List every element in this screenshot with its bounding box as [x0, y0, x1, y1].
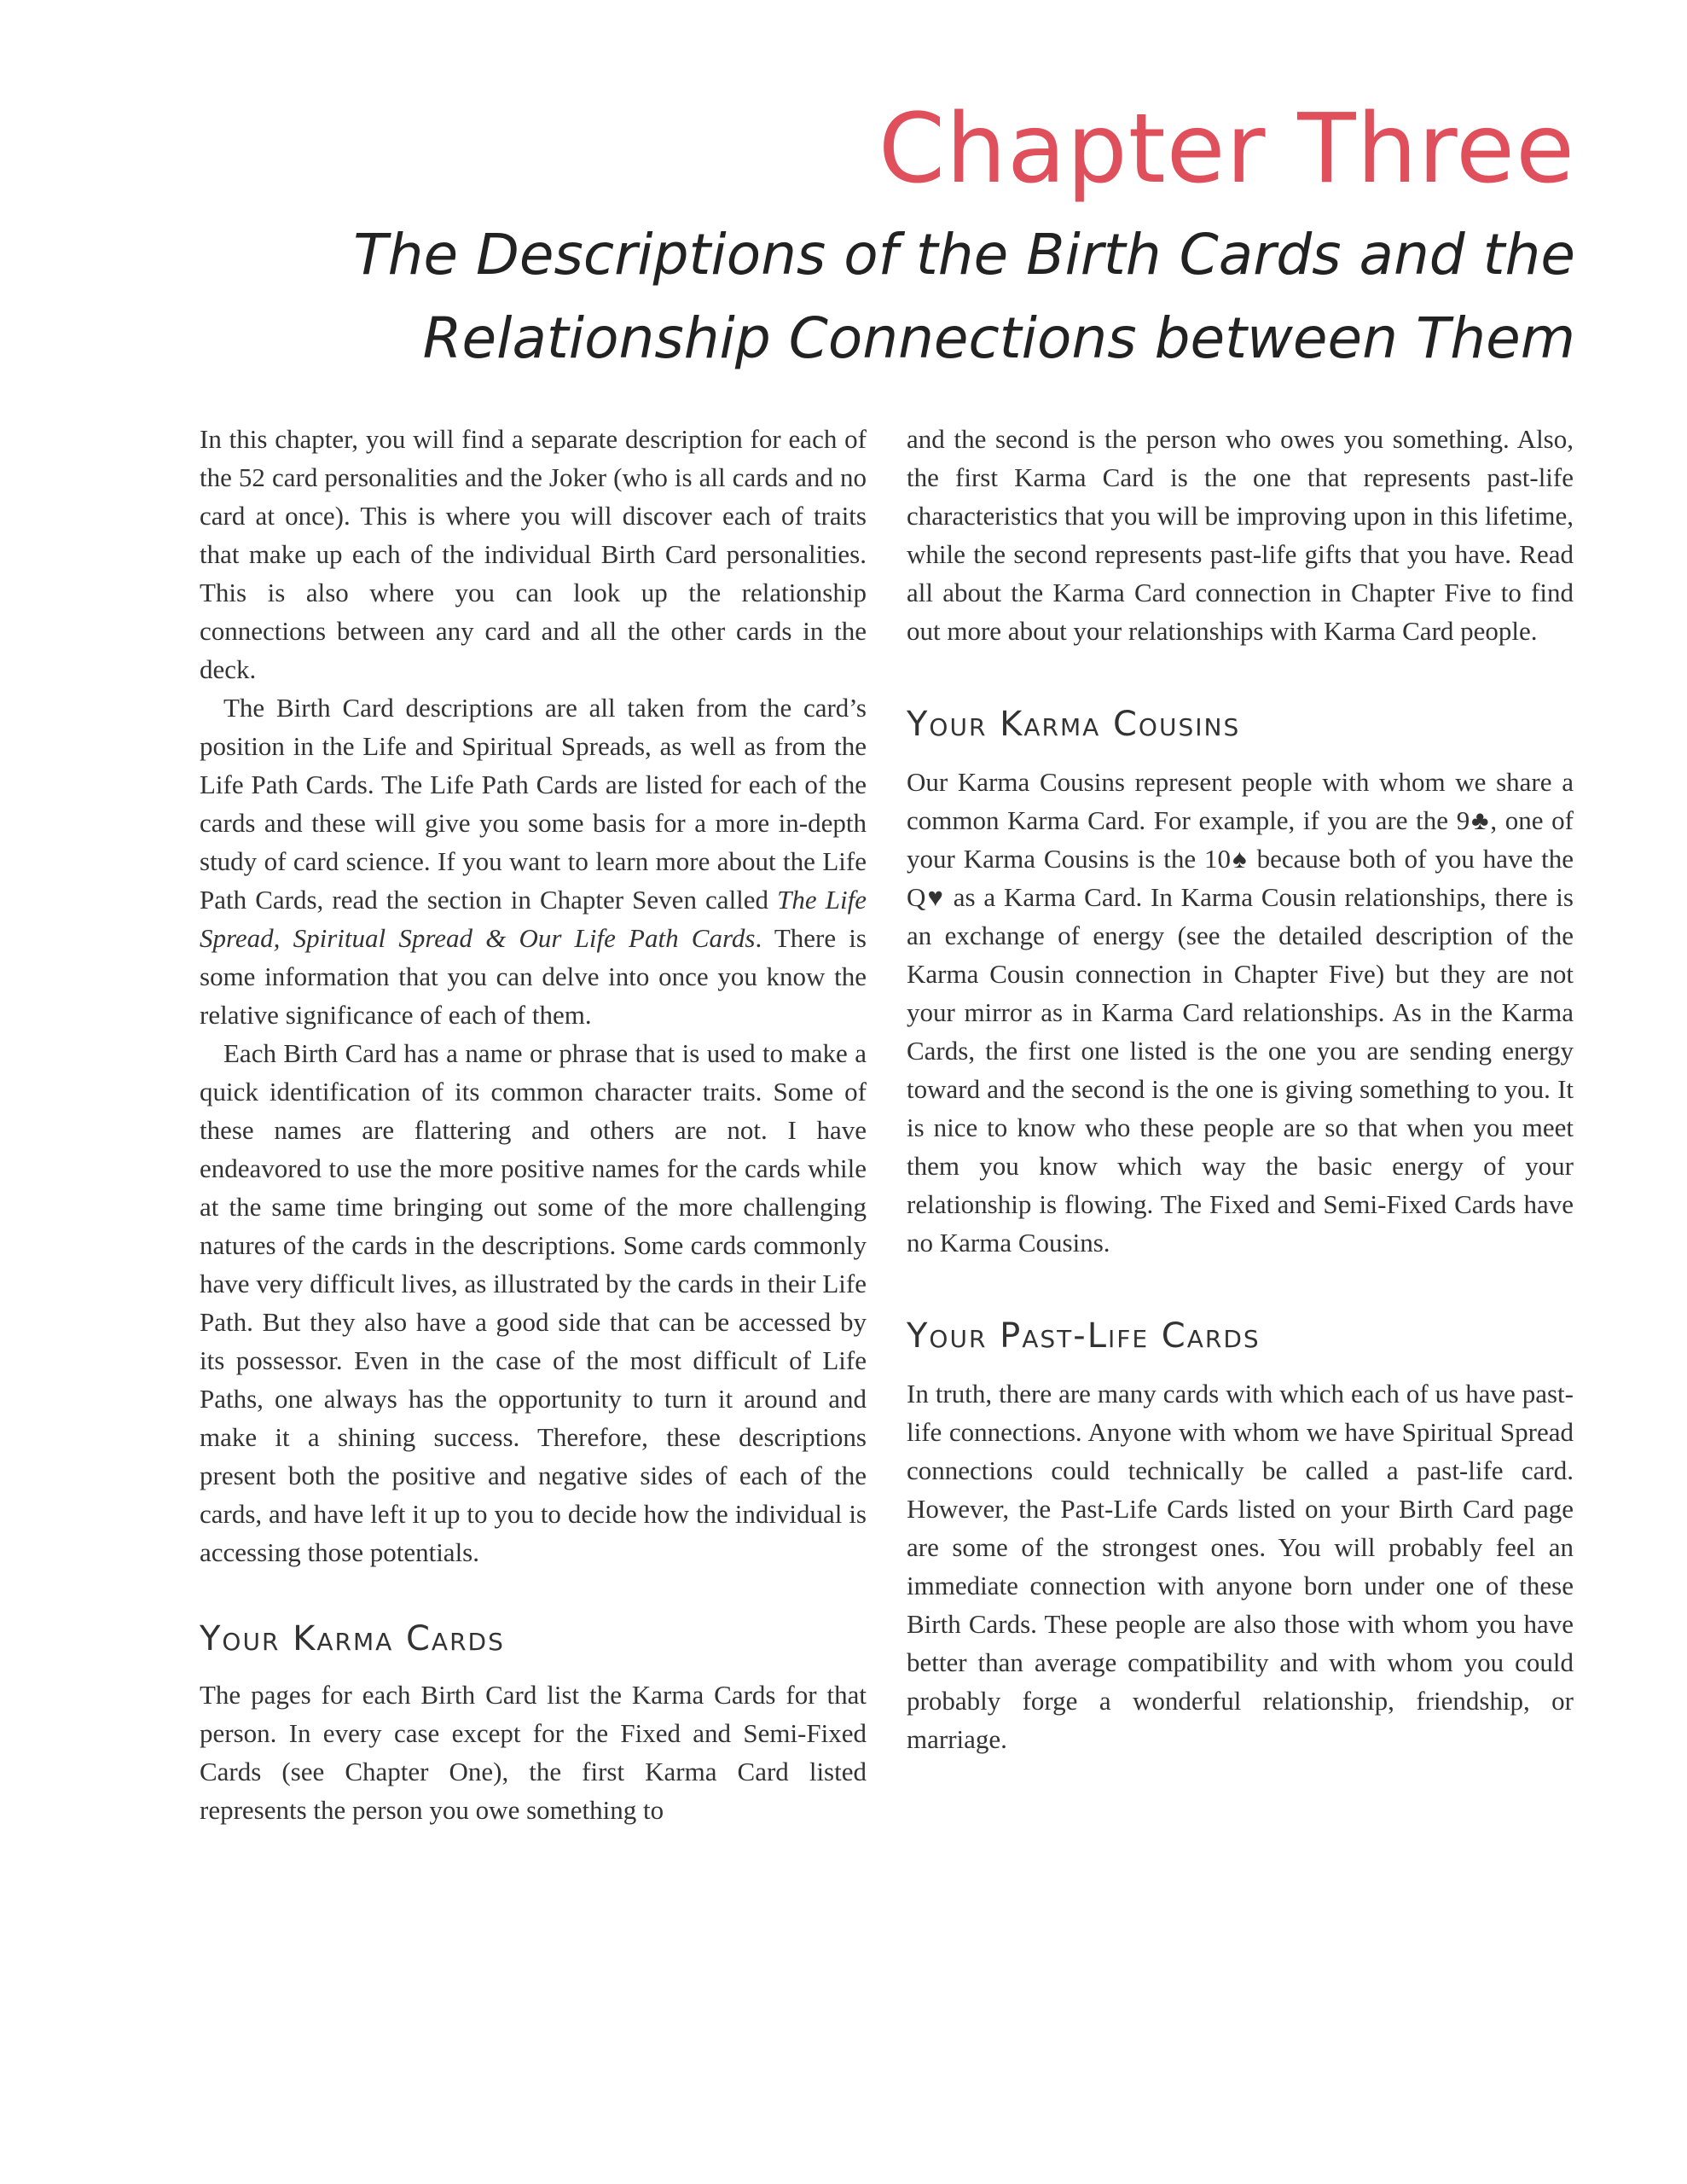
section-reference-title: The Life Spread, Spiritual Spread & Our Life Path Cards [200, 885, 867, 953]
chapter-header [296, 94, 1575, 380]
intro-paragraph-2-text-b: . There is some information that you can delve into once you know the relative significance of each of them. [200, 923, 867, 1030]
right-column [907, 420, 1574, 1758]
intro-paragraph-1: In this chapter, you will find a separate description for each of the 52 card personalities and the Joker (who is all cards and no card at once). This is where you will discover each of traits that make up each of the individual Birth Card personalities. This is also where you can look up the relationship connections between any card and all the other cards in the deck. [200, 424, 867, 684]
past-life-cards-paragraph: In truth, there are many cards with which each of us have past-life connections. Anyone with whom we have Spiritual Spread connections could technically be called a past-life card. However, the Past-Life Cards listed on your Birth Card page are some of the strongest ones. You will probably feel an immediate connection with anyone born under one of these Birth Cards. These people are also those with whom you have better than average compatibility and with whom you could probably forge a wonderful relationship, friendship, or marriage. [907, 1379, 1574, 1754]
left-column [200, 420, 867, 1829]
chapter-subtitle-line-1: The Descriptions of the Birth Cards and the [353, 222, 1575, 288]
past-life-cards-heading: Your Past-Life Cards [907, 1316, 1261, 1356]
chapter-title: Chapter Three [878, 94, 1575, 205]
karma-cousins-paragraph: Our Karma Cousins represent people with whom we share a common Karma Card. For example, if you are the 9♣, one of your Karma Cousins is the 10♠ because both of you have the Q♥ as a Karma Card. In Karma Cousin relationships, there is an exchange of energy (see the detailed description of the Karma Cousin connection in Chapter Five) but they are not your mirror as in Karma Card relationships. As in the Karma Cards, the first one listed is the one you are sending energy toward and the second is the one is giving something to you. It is nice to know who these people are so that when you meet them you know which way the basic energy of your relationship is flowing. The Fixed and Semi-Fixed Cards have no Karma Cousins. [907, 767, 1574, 1258]
karma-cards-paragraph-continued: and the second is the person who owes you something. Also, the first Karma Card is the one that represents past-life characteristics that you will be improving upon in this lifetime, while the second represents past-life gifts that you have. Read all about the Karma Card connection in Chapter Five to find out more about your relationships with Karma Card people. [907, 424, 1574, 646]
intro-paragraph-2-text-a: The Birth Card descriptions are all taken from the card’s position in the Life and Spiritual Spreads, as well as from the Life Path Cards. The Life Path Cards are listed for each of the cards and these will give you some basis for a more in-depth study of card science. If you want to learn more about the Life Path Cards, read the section in Chapter Seven called [200, 693, 867, 915]
karma-cards-heading: Your Karma Cards [200, 1619, 505, 1658]
intro-paragraph-3: Each Birth Card has a name or phrase that is used to make a quick identification of its common character traits. Some of these names are flattering and others are not. I have endeavored to use the more positive names for the cards while at the same time bringing out some of the more challenging natures of the cards in the descriptions. Some cards commonly have very difficult lives, as illustrated by the cards in their Life Path. But they also have a good side that can be accessed by its possessor. Even in the case of the most difficult of Life Paths, one always has the opportunity to turn it around and make it a shining success. Therefore, these descriptions present both the positive and negative sides of each of the cards, and have left it up to you to decide how the individual is accessing those potentials. [200, 1038, 867, 1567]
intro-paragraph-2 [200, 688, 867, 1034]
chapter-subtitle-line-2: Relationship Connections between Them [422, 305, 1575, 371]
karma-cards-paragraph: The pages for each Birth Card list the Karma Cards for that person. In every case except for the Fixed and Semi-Fixed Cards (see Chapter One), the first Karma Card listed represents the person you owe something to [200, 1680, 867, 1825]
chapter-subtitle [296, 213, 1575, 380]
karma-cousins-heading: Your Karma Cousins [907, 705, 1241, 744]
